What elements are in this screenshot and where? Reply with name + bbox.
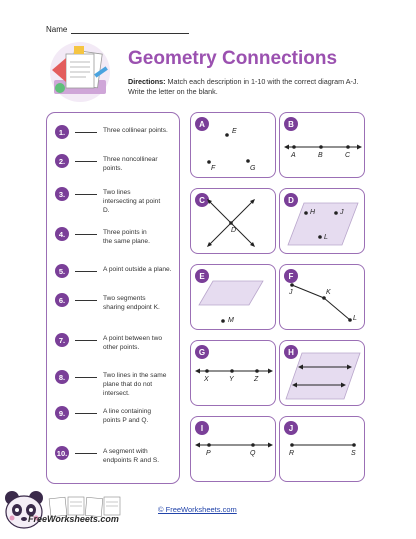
plane bbox=[286, 353, 360, 399]
diagram-letter: C bbox=[195, 193, 209, 207]
copyright-link[interactable]: © FreeWorksheets.com bbox=[158, 505, 237, 514]
label-g: G bbox=[250, 165, 256, 172]
point-x bbox=[205, 369, 209, 373]
diagram-g bbox=[190, 340, 276, 406]
diagram-letter: B bbox=[284, 117, 298, 131]
answer-blank[interactable] bbox=[75, 187, 97, 195]
diagram-b bbox=[279, 112, 365, 178]
item-description: A segment with endpoints R and S. bbox=[103, 448, 160, 464]
directions-text: Match each description in 1-10 with the correct diagram A-J. Write the letter on the blank. bbox=[128, 77, 359, 96]
point-a bbox=[292, 145, 296, 149]
diagram-h bbox=[279, 340, 365, 406]
diagram-letter: G bbox=[195, 345, 209, 359]
worksheet-logo-icon bbox=[44, 40, 116, 104]
label-c: C bbox=[345, 152, 351, 159]
list-item bbox=[55, 187, 177, 215]
point-g bbox=[246, 159, 250, 163]
point-s bbox=[352, 443, 356, 447]
answer-blank[interactable] bbox=[75, 154, 97, 162]
descriptions-panel bbox=[46, 112, 180, 484]
diagram-letter: E bbox=[195, 269, 209, 283]
list-item bbox=[55, 406, 177, 425]
answer-blank[interactable] bbox=[75, 370, 97, 378]
list-item bbox=[55, 370, 177, 398]
answer-blank[interactable] bbox=[75, 125, 97, 133]
point-l bbox=[318, 235, 322, 239]
page-title: Geometry Connections bbox=[128, 48, 338, 69]
label-l: L bbox=[324, 234, 328, 241]
label-p: P bbox=[206, 450, 211, 457]
diagram-a bbox=[190, 112, 276, 178]
brand-logo: FreeWorksheets.com bbox=[28, 514, 119, 524]
answer-blank[interactable] bbox=[75, 227, 97, 235]
item-number: 3. bbox=[55, 187, 69, 201]
diagram-f bbox=[279, 264, 365, 330]
list-item bbox=[55, 264, 177, 278]
point-q bbox=[251, 443, 255, 447]
point-d bbox=[229, 221, 233, 225]
list-item bbox=[55, 446, 177, 465]
label-s: S bbox=[351, 450, 356, 457]
name-label: Name bbox=[46, 25, 68, 34]
label-x: X bbox=[204, 376, 209, 383]
label-k: K bbox=[326, 289, 331, 296]
point-r bbox=[290, 443, 294, 447]
point-j bbox=[334, 211, 338, 215]
diagram-c bbox=[190, 188, 276, 254]
list-item bbox=[55, 154, 177, 173]
item-number: 7. bbox=[55, 333, 69, 347]
plane bbox=[288, 203, 358, 245]
item-description: Two lines intersecting at point D. bbox=[103, 189, 161, 214]
panda-mascot-icon bbox=[2, 488, 46, 536]
answer-blank[interactable] bbox=[75, 446, 97, 454]
item-number: 1. bbox=[55, 125, 69, 139]
label-j: J bbox=[289, 289, 293, 296]
directions-label: Directions: bbox=[128, 77, 166, 86]
diagram-letter: I bbox=[195, 421, 209, 435]
diagram-letter: A bbox=[195, 117, 209, 131]
list-item bbox=[55, 333, 177, 352]
label-j: J bbox=[340, 209, 344, 216]
answer-blank[interactable] bbox=[75, 406, 97, 414]
diagram-j bbox=[279, 416, 365, 482]
item-description: Three points in the same plane. bbox=[103, 229, 150, 245]
point-l bbox=[348, 318, 352, 322]
item-number: 8. bbox=[55, 370, 69, 384]
list-item bbox=[55, 125, 177, 139]
list-item bbox=[55, 227, 177, 246]
item-number: 4. bbox=[55, 227, 69, 241]
answer-blank[interactable] bbox=[75, 293, 97, 301]
point-p bbox=[207, 443, 211, 447]
label-f: F bbox=[211, 165, 216, 172]
directions bbox=[128, 77, 376, 97]
label-q: Q bbox=[250, 450, 256, 457]
label-b: B bbox=[318, 152, 323, 159]
item-description: Two lines in the same plane that do not intersect. bbox=[103, 372, 167, 397]
point-b bbox=[319, 145, 323, 149]
item-number: 10. bbox=[55, 446, 69, 460]
item-description: A line containing points P and Q. bbox=[103, 408, 152, 424]
label-a: A bbox=[291, 152, 296, 159]
label-z: Z bbox=[254, 376, 259, 383]
item-number: 9. bbox=[55, 406, 69, 420]
label-l: L bbox=[353, 315, 357, 322]
item-description: Three noncollinear points. bbox=[103, 156, 158, 172]
diagram-i bbox=[190, 416, 276, 482]
diagram-letter: J bbox=[284, 421, 298, 435]
label-h: H bbox=[310, 209, 316, 216]
label-e: E bbox=[232, 128, 237, 135]
plane bbox=[199, 281, 263, 305]
item-description: A point between two other points. bbox=[103, 335, 163, 351]
item-number: 5. bbox=[55, 264, 69, 278]
point-z bbox=[255, 369, 259, 373]
diagram-letter: D bbox=[284, 193, 298, 207]
list-item bbox=[55, 293, 177, 312]
diagram-d bbox=[279, 188, 365, 254]
item-description: Three collinear points. bbox=[103, 127, 168, 134]
label-m: M bbox=[228, 317, 234, 324]
point-k bbox=[322, 296, 326, 300]
diagram-letter: F bbox=[284, 269, 298, 283]
point-e bbox=[225, 133, 229, 137]
diagram-letter: H bbox=[284, 345, 298, 359]
point-h bbox=[304, 211, 308, 215]
point-f bbox=[207, 160, 211, 164]
item-number: 2. bbox=[55, 154, 69, 168]
answer-blank[interactable] bbox=[75, 333, 97, 341]
point-c bbox=[346, 145, 350, 149]
answer-blank[interactable] bbox=[75, 264, 97, 272]
name-field[interactable] bbox=[46, 25, 189, 34]
diagram-e bbox=[190, 264, 276, 330]
item-description: Two segments sharing endpoint K. bbox=[103, 295, 160, 311]
item-description: A point outside a plane. bbox=[103, 266, 172, 273]
label-d: D bbox=[231, 227, 237, 234]
point-j bbox=[290, 283, 294, 287]
label-r: R bbox=[289, 450, 295, 457]
point-m bbox=[221, 319, 225, 323]
name-blank[interactable] bbox=[71, 26, 189, 34]
label-y: Y bbox=[229, 376, 234, 383]
point-y bbox=[230, 369, 234, 373]
item-number: 6. bbox=[55, 293, 69, 307]
